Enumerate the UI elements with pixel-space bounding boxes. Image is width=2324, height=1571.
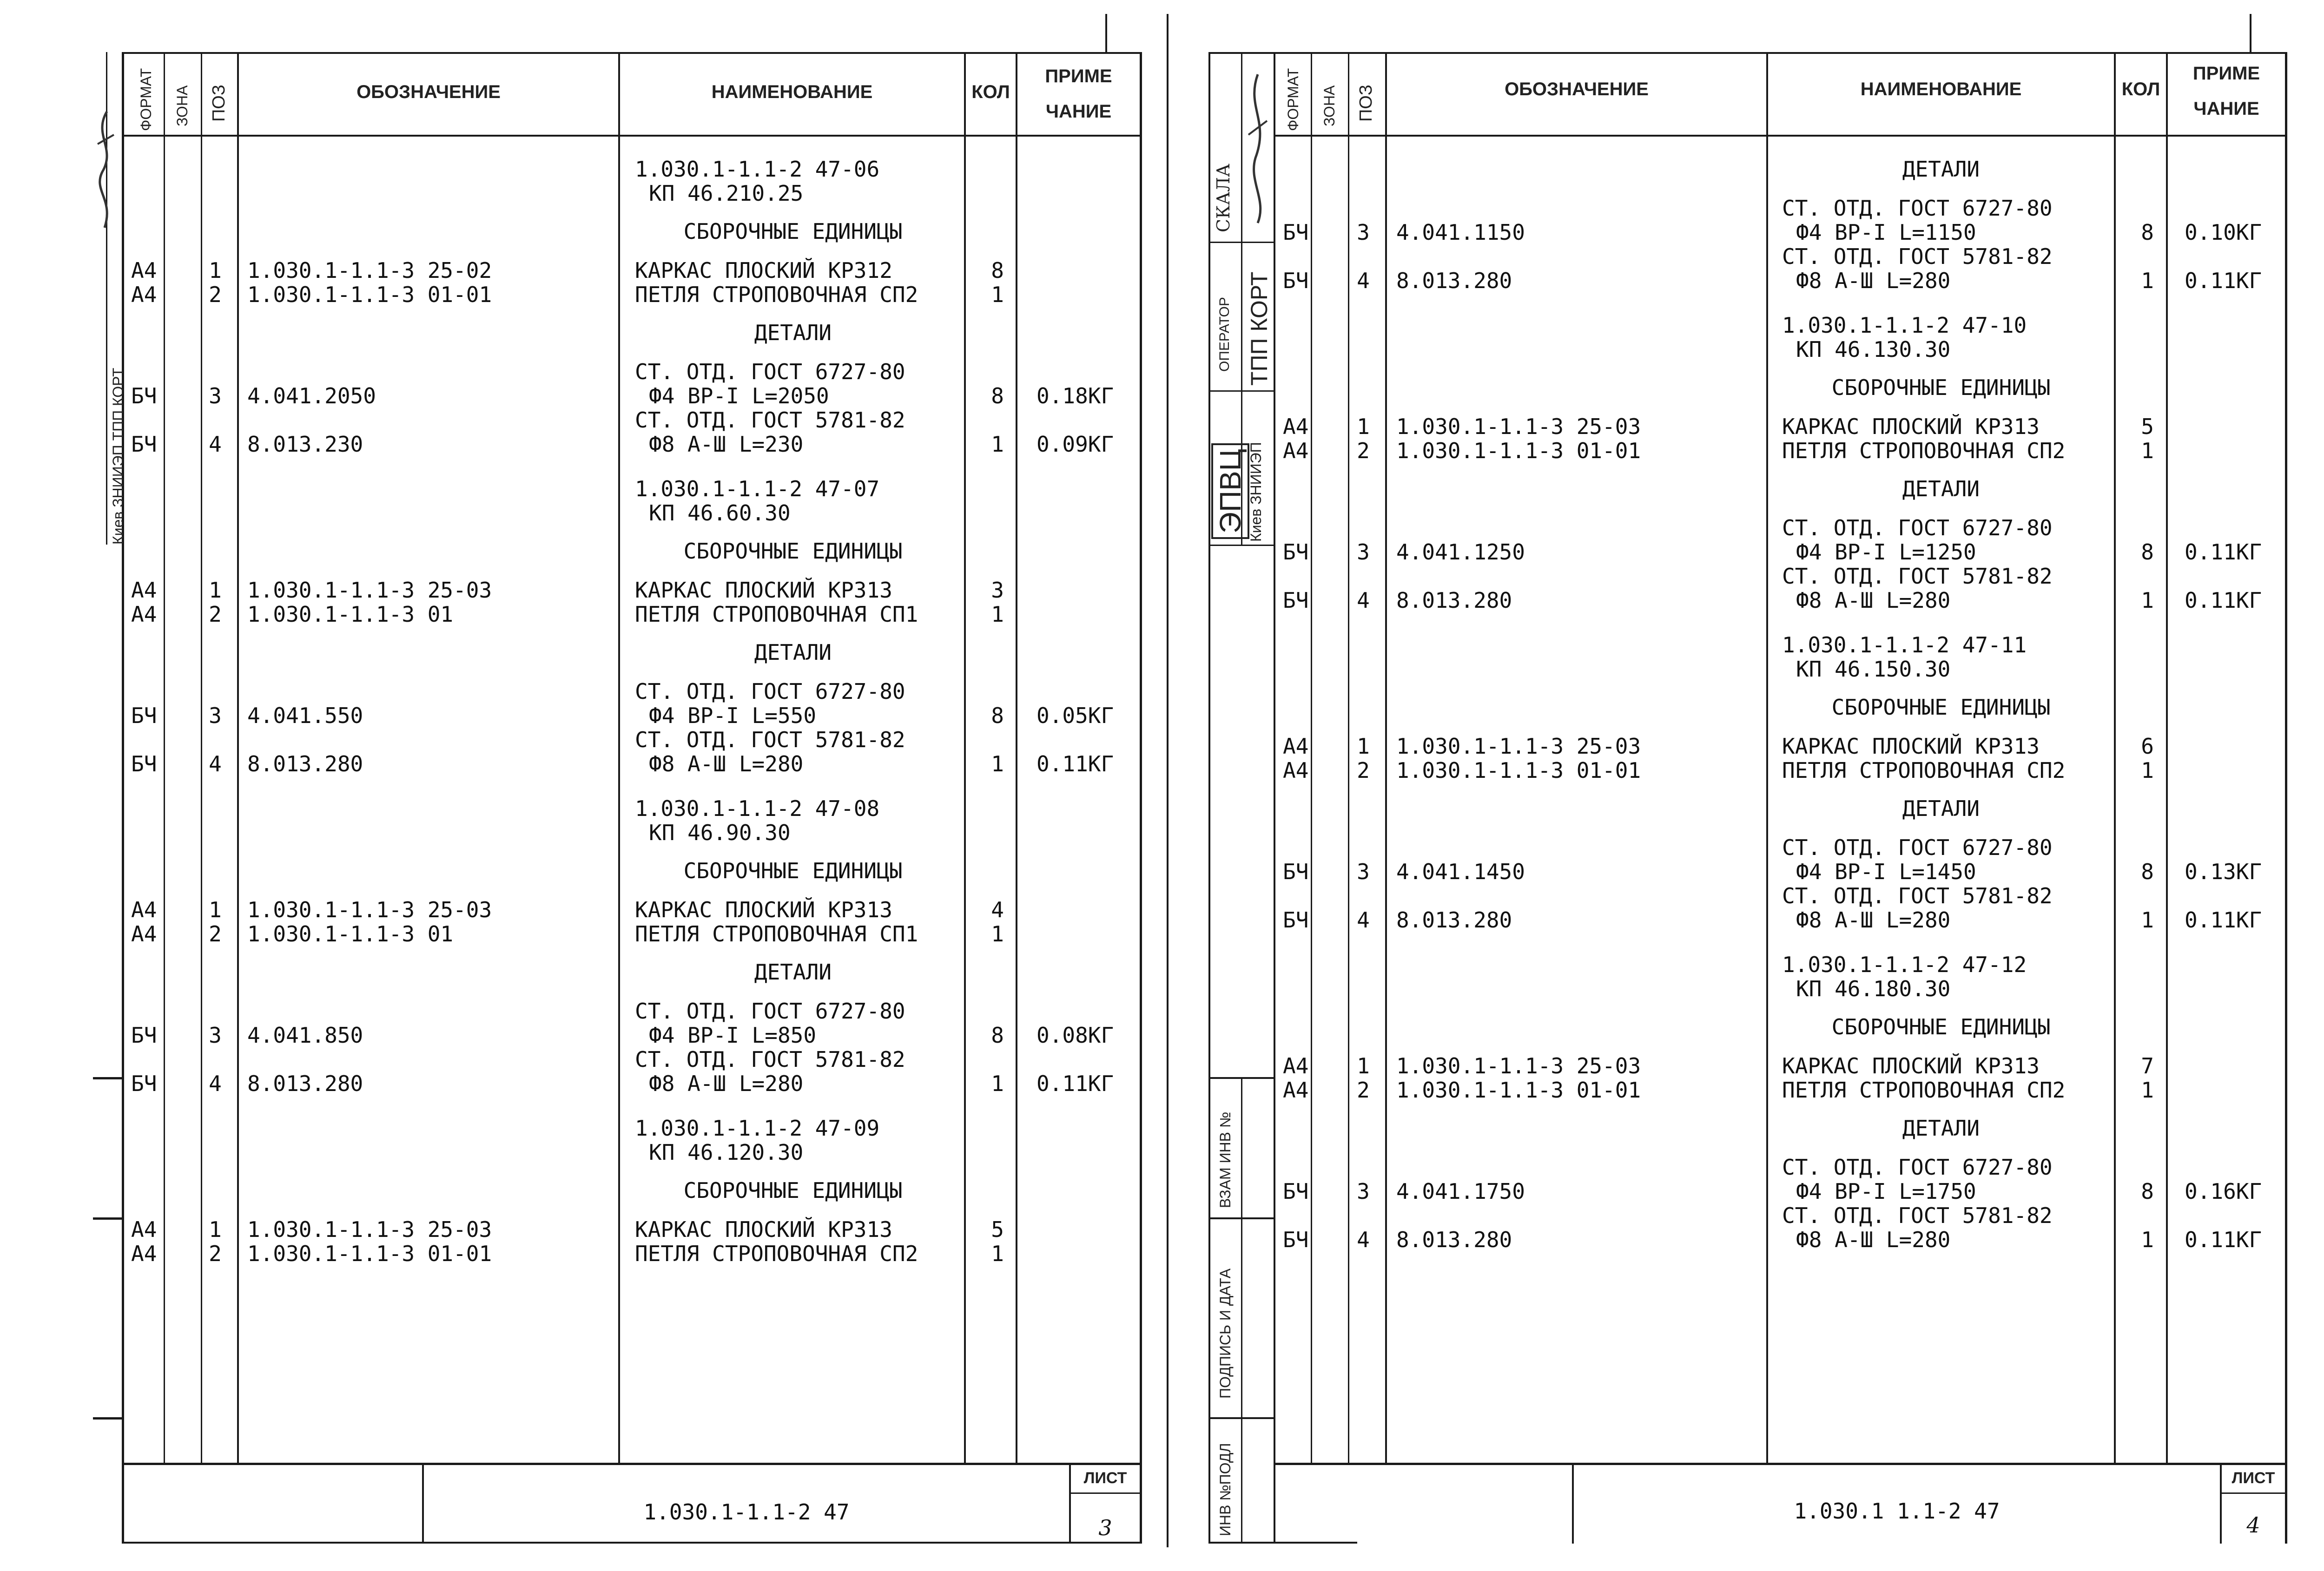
quantity-cell: 1 [991, 1071, 1004, 1096]
format-cell: А4 [131, 602, 157, 627]
note-cell: 0.18КГ [1037, 383, 1114, 408]
name-cell: Ф8 А-Ш L=280 [1796, 588, 1951, 613]
designation-cell: 1.030.1-1.1-3 01 [247, 602, 454, 627]
material-standard: СТ. ОТД. ГОСТ 5781-82 [1782, 883, 2053, 908]
position-cell: 3 [1357, 1179, 1370, 1204]
position-cell: 4 [1357, 1227, 1370, 1252]
material-standard: СТ. ОТД. ГОСТ 6727-80 [635, 999, 905, 1024]
designation-cell: 8.013.280 [1396, 588, 1512, 613]
header-zone-right: ЗОНА [1321, 85, 1338, 126]
position-cell: 2 [209, 282, 222, 307]
header-designation: ОБОЗНАЧЕНИЕ [357, 82, 501, 102]
format-cell: А4 [1283, 1053, 1309, 1078]
side-vzam-inv: ВЗАМ ИНВ № [1217, 1111, 1234, 1208]
position-cell: 2 [209, 602, 222, 627]
side-podpis-data: ПОДПИСЬ И ДАТА [1217, 1268, 1234, 1399]
note-cell: 0.10КГ [2185, 220, 2262, 245]
signature-scribble [88, 107, 121, 237]
quantity-cell: 1 [991, 432, 1004, 457]
name-cell: КАРКАС ПЛОСКИЙ КР313 [1782, 414, 2040, 439]
designation-cell: 8.013.280 [247, 1071, 363, 1096]
format-cell: БЧ [131, 1023, 157, 1048]
material-standard: СТ. ОТД. ГОСТ 6727-80 [1782, 835, 2053, 860]
name-cell: Ф4 ВР-I L=1750 [1796, 1179, 1976, 1204]
quantity-cell: 8 [991, 258, 1004, 283]
right-sheet-number: 4 [2246, 1512, 2260, 1538]
designation-cell: 1.030.1-1.1-3 25-03 [1396, 1053, 1641, 1078]
header-format-right: ФОРМАТ [1285, 68, 1301, 131]
position-cell: 1 [209, 1217, 222, 1242]
section-title: ДЕТАЛИ [754, 960, 832, 985]
material-standard: СТ. ОТД. ГОСТ 6727-80 [1782, 1155, 2053, 1180]
quantity-cell: 1 [2141, 438, 2154, 463]
position-cell: 1 [209, 578, 222, 603]
format-cell: А4 [1283, 734, 1309, 759]
stamp-skala: СКАЛА [1213, 164, 1234, 232]
format-cell: БЧ [1283, 268, 1309, 293]
name-cell: ПЕТЛЯ СТРОПОВОЧНАЯ СП2 [1782, 1078, 2066, 1103]
name-cell: ПЕТЛЯ СТРОПОВОЧНАЯ СП2 [1782, 758, 2066, 783]
quantity-cell: 1 [991, 751, 1004, 776]
header-note-1: ПРИМЕ [1045, 66, 1112, 86]
header-note-1-right: ПРИМЕ [2192, 63, 2260, 84]
position-cell: 2 [209, 1241, 222, 1266]
material-standard: СТ. ОТД. ГОСТ 6727-80 [1782, 196, 2053, 221]
left-doc-number: 1.030.1-1.1-2 47 [643, 1499, 850, 1525]
stamp-operator: ОПЕРАТОР [1217, 297, 1232, 372]
group-heading: 1.030.1-1.1-2 47-10 [1782, 313, 2027, 338]
format-cell: БЧ [1283, 907, 1309, 933]
name-cell: Ф4 ВР-I L=1250 [1796, 539, 1976, 565]
format-cell: А4 [131, 282, 157, 307]
designation-cell: 1.030.1-1.1-3 25-02 [247, 258, 492, 283]
quantity-cell: 8 [2141, 1179, 2154, 1204]
position-cell: 1 [1357, 1053, 1370, 1078]
header-note-2-right: ЧАНИЕ [2193, 99, 2259, 119]
format-cell: БЧ [1283, 1179, 1309, 1204]
header-designation-right: ОБОЗНАЧЕНИЕ [1505, 79, 1649, 99]
material-standard: СТ. ОТД. ГОСТ 5781-82 [635, 1047, 905, 1072]
position-cell: 4 [1357, 907, 1370, 933]
note-cell: 0.13КГ [2185, 859, 2262, 884]
name-cell: Ф8 А-Ш L=280 [649, 751, 804, 776]
position-cell: 2 [1357, 438, 1370, 463]
designation-cell: 1.030.1-1.1-3 01-01 [247, 1241, 492, 1266]
name-cell: Ф4 ВР-I L=550 [649, 703, 817, 728]
format-cell: А4 [131, 921, 157, 947]
group-heading: 1.030.1-1.1-2 47-07 [635, 476, 880, 501]
quantity-cell: 8 [991, 703, 1004, 728]
format-cell: БЧ [131, 703, 157, 728]
group-heading: КП 46.150.30 [1796, 657, 1951, 682]
format-cell: А4 [131, 1241, 157, 1266]
quantity-cell: 1 [991, 602, 1004, 627]
position-cell: 2 [1357, 758, 1370, 783]
name-cell: ПЕТЛЯ СТРОПОВОЧНАЯ СП2 [635, 1241, 918, 1266]
name-cell: ПЕТЛЯ СТРОПОВОЧНАЯ СП1 [635, 602, 918, 627]
format-cell: А4 [131, 258, 157, 283]
designation-cell: 4.041.1750 [1396, 1179, 1525, 1204]
header-qty-right: КОЛ [2121, 79, 2160, 99]
designation-cell: 1.030.1-1.1-3 25-03 [247, 1217, 492, 1242]
section-title: СБОРОЧНЫЕ ЕДИНИЦЫ [1831, 695, 2051, 720]
format-cell: БЧ [1283, 539, 1309, 565]
quantity-cell: 7 [2141, 1053, 2154, 1078]
name-cell: ПЕТЛЯ СТРОПОВОЧНАЯ СП2 [1782, 438, 2066, 463]
position-cell: 3 [209, 703, 222, 728]
stamp-kiev: Киев ЗНИИЭП [1248, 442, 1264, 542]
designation-cell: 1.030.1-1.1-3 25-03 [1396, 414, 1641, 439]
signature-scribble-right [1244, 65, 1272, 232]
stamp-tpp-kort: ТПП КОРТ [1246, 271, 1272, 386]
group-heading: КП 46.60.30 [649, 500, 791, 526]
designation-cell: 1.030.1-1.1-3 01-01 [1396, 758, 1641, 783]
quantity-cell: 1 [991, 282, 1004, 307]
header-format: ФОРМАТ [138, 68, 154, 131]
left-sheet-number: 3 [1098, 1515, 1112, 1540]
stamp-epvc: ЭПВЦ [1211, 443, 1249, 539]
position-cell: 3 [1357, 220, 1370, 245]
note-cell: 0.09КГ [1037, 432, 1114, 457]
right-sheet-label: ЛИСТ [2232, 1469, 2275, 1487]
quantity-cell: 1 [2141, 268, 2154, 293]
material-standard: СТ. ОТД. ГОСТ 6727-80 [635, 679, 905, 704]
name-cell: ПЕТЛЯ СТРОПОВОЧНАЯ СП1 [635, 921, 918, 947]
name-cell: КАРКАС ПЛОСКИЙ КР313 [635, 897, 892, 922]
name-cell: Ф8 А-Ш L=230 [649, 432, 804, 457]
group-heading: 1.030.1-1.1-2 47-11 [1782, 632, 2027, 657]
name-cell: Ф4 ВР-I L=1150 [1796, 220, 1976, 245]
note-cell: 0.11КГ [2185, 1227, 2262, 1252]
format-cell: БЧ [1283, 859, 1309, 884]
header-name: НАИМЕНОВАНИЕ [711, 82, 873, 102]
designation-cell: 1.030.1-1.1-3 25-03 [247, 578, 492, 603]
note-cell: 0.11КГ [2185, 268, 2262, 293]
name-cell: ПЕТЛЯ СТРОПОВОЧНАЯ СП2 [635, 282, 918, 307]
group-heading: КП 46.120.30 [649, 1140, 804, 1165]
quantity-cell: 8 [2141, 220, 2154, 245]
position-cell: 2 [1357, 1078, 1370, 1103]
name-cell: Ф4 ВР-I L=1450 [1796, 859, 1976, 884]
format-cell: БЧ [131, 383, 157, 408]
name-cell: Ф8 А-Ш L=280 [1796, 1227, 1951, 1252]
header-note-2: ЧАНИЕ [1045, 101, 1112, 122]
quantity-cell: 1 [2141, 907, 2154, 933]
material-standard: СТ. ОТД. ГОСТ 5781-82 [635, 408, 905, 433]
quantity-cell: 3 [991, 578, 1004, 603]
format-cell: А4 [1283, 1078, 1309, 1103]
quantity-cell: 1 [2141, 1078, 2154, 1103]
section-title: ДЕТАЛИ [754, 320, 832, 345]
header-zone: ЗОНА [174, 85, 191, 126]
designation-cell: 1.030.1-1.1-3 01 [247, 921, 454, 947]
quantity-cell: 8 [991, 1023, 1004, 1048]
note-cell: 0.08КГ [1037, 1023, 1114, 1048]
section-title: ДЕТАЛИ [1902, 476, 1980, 501]
position-cell: 1 [1357, 734, 1370, 759]
name-cell: КАРКАС ПЛОСКИЙ КР313 [1782, 734, 2040, 759]
position-cell: 4 [1357, 588, 1370, 613]
format-cell: БЧ [1283, 588, 1309, 613]
designation-cell: 8.013.280 [1396, 907, 1512, 933]
side-inv-podl: ИНВ №ПОДЛ [1217, 1443, 1234, 1536]
designation-cell: 1.030.1-1.1-3 25-03 [247, 897, 492, 922]
name-cell: Ф8 А-Ш L=280 [1796, 268, 1951, 293]
note-cell: 0.11КГ [2185, 907, 2262, 933]
position-cell: 3 [1357, 859, 1370, 884]
designation-cell: 8.013.280 [1396, 268, 1512, 293]
position-cell: 2 [209, 921, 222, 947]
quantity-cell: 5 [2141, 414, 2154, 439]
position-cell: 3 [209, 1023, 222, 1048]
format-cell: А4 [1283, 414, 1309, 439]
quantity-cell: 1 [2141, 758, 2154, 783]
position-cell: 1 [209, 258, 222, 283]
quantity-cell: 6 [2141, 734, 2154, 759]
group-heading: 1.030.1-1.1-2 47-12 [1782, 952, 2027, 977]
section-title: ДЕТАЛИ [1902, 157, 1980, 182]
note-cell: 0.11КГ [1037, 1071, 1114, 1096]
section-title: СБОРОЧНЫЕ ЕДИНИЦЫ [1831, 375, 2051, 400]
group-heading: 1.030.1-1.1-2 47-08 [635, 796, 880, 821]
quantity-cell: 4 [991, 897, 1004, 922]
group-heading: КП 46.180.30 [1796, 976, 1951, 1001]
header-name-right: НАИМЕНОВАНИЕ [1860, 79, 2022, 99]
quantity-cell: 1 [2141, 588, 2154, 613]
position-cell: 4 [209, 751, 222, 776]
material-standard: СТ. ОТД. ГОСТ 5781-82 [635, 727, 905, 752]
format-cell: БЧ [131, 432, 157, 457]
note-cell: 0.16КГ [2185, 1179, 2262, 1204]
material-standard: СТ. ОТД. ГОСТ 5781-82 [1782, 564, 2053, 589]
designation-cell: 4.041.850 [247, 1023, 363, 1048]
name-cell: Ф8 А-Ш L=280 [649, 1071, 804, 1096]
section-title: СБОРОЧНЫЕ ЕДИНИЦЫ [1831, 1014, 2051, 1039]
name-cell: КАРКАС ПЛОСКИЙ КР313 [635, 1217, 892, 1242]
designation-cell: 1.030.1-1.1-3 01-01 [1396, 1078, 1641, 1103]
format-cell: БЧ [131, 1071, 157, 1096]
group-heading: КП 46.130.30 [1796, 337, 1951, 362]
format-cell: БЧ [1283, 220, 1309, 245]
name-cell: КАРКАС ПЛОСКИЙ КР313 [1782, 1053, 2040, 1078]
right-doc-number: 1.030.1 1.1-2 47 [1794, 1499, 2000, 1524]
name-cell: Ф4 ВР-I L=2050 [649, 383, 829, 408]
note-cell: 0.11КГ [2185, 588, 2262, 613]
note-cell: 0.05КГ [1037, 703, 1114, 728]
header-pos-right: ПОЗ [1356, 85, 1376, 122]
designation-cell: 8.013.230 [247, 432, 363, 457]
group-heading: КП 46.90.30 [649, 820, 791, 845]
format-cell: БЧ [131, 751, 157, 776]
quantity-cell: 1 [991, 1241, 1004, 1266]
format-cell: А4 [131, 1217, 157, 1242]
designation-cell: 4.041.1450 [1396, 859, 1525, 884]
format-cell: А4 [1283, 758, 1309, 783]
section-title: СБОРОЧНЫЕ ЕДИНИЦЫ [683, 1178, 903, 1203]
group-heading: КП 46.210.25 [649, 181, 804, 206]
name-cell: КАРКАС ПЛОСКИЙ КР312 [635, 258, 892, 283]
group-heading: 1.030.1-1.1-2 47-06 [635, 157, 880, 182]
designation-cell: 8.013.280 [1396, 1227, 1512, 1252]
group-heading: 1.030.1-1.1-2 47-09 [635, 1116, 880, 1141]
material-standard: СТ. ОТД. ГОСТ 5781-82 [1782, 244, 2053, 269]
position-cell: 4 [1357, 268, 1370, 293]
name-cell: КАРКАС ПЛОСКИЙ КР313 [635, 578, 892, 603]
format-cell: А4 [131, 897, 157, 922]
quantity-cell: 5 [991, 1217, 1004, 1242]
designation-cell: 1.030.1-1.1-3 01-01 [247, 282, 492, 307]
designation-cell: 4.041.550 [247, 703, 363, 728]
section-title: СБОРОЧНЫЕ ЕДИНИЦЫ [683, 219, 903, 244]
position-cell: 3 [1357, 539, 1370, 565]
position-cell: 4 [209, 432, 222, 457]
quantity-cell: 8 [991, 383, 1004, 408]
material-standard: СТ. ОТД. ГОСТ 6727-80 [635, 359, 905, 384]
format-cell: БЧ [1283, 1227, 1309, 1252]
position-cell: 3 [209, 383, 222, 408]
note-cell: 0.11КГ [1037, 751, 1114, 776]
quantity-cell: 8 [2141, 859, 2154, 884]
position-cell: 4 [209, 1071, 222, 1096]
designation-cell: 4.041.1150 [1396, 220, 1525, 245]
designation-cell: 8.013.280 [247, 751, 363, 776]
designation-cell: 4.041.2050 [247, 383, 376, 408]
header-pos: ПОЗ [209, 85, 229, 122]
section-title: ДЕТАЛИ [1902, 1116, 1980, 1141]
position-cell: 1 [209, 897, 222, 922]
material-standard: СТ. ОТД. ГОСТ 6727-80 [1782, 515, 2053, 540]
position-cell: 1 [1357, 414, 1370, 439]
left-side-label: Киев ЗНИИЭП ТПП КОРТ [110, 368, 126, 545]
quantity-cell: 1 [2141, 1227, 2154, 1252]
quantity-cell: 1 [991, 921, 1004, 947]
left-sheet-label: ЛИСТ [1083, 1469, 1127, 1487]
designation-cell: 4.041.1250 [1396, 539, 1525, 565]
section-title: ДЕТАЛИ [1902, 796, 1980, 821]
name-cell: Ф4 ВР-I L=850 [649, 1023, 817, 1048]
designation-cell: 1.030.1-1.1-3 01-01 [1396, 438, 1641, 463]
header-qty: КОЛ [971, 82, 1010, 102]
material-standard: СТ. ОТД. ГОСТ 5781-82 [1782, 1203, 2053, 1228]
quantity-cell: 8 [2141, 539, 2154, 565]
designation-cell: 1.030.1-1.1-3 25-03 [1396, 734, 1641, 759]
section-title: СБОРОЧНЫЕ ЕДИНИЦЫ [683, 539, 903, 564]
note-cell: 0.11КГ [2185, 539, 2262, 565]
format-cell: А4 [1283, 438, 1309, 463]
name-cell: Ф8 А-Ш L=280 [1796, 907, 1951, 933]
section-title: СБОРОЧНЫЕ ЕДИНИЦЫ [683, 858, 903, 883]
format-cell: А4 [131, 578, 157, 603]
section-title: ДЕТАЛИ [754, 640, 832, 665]
